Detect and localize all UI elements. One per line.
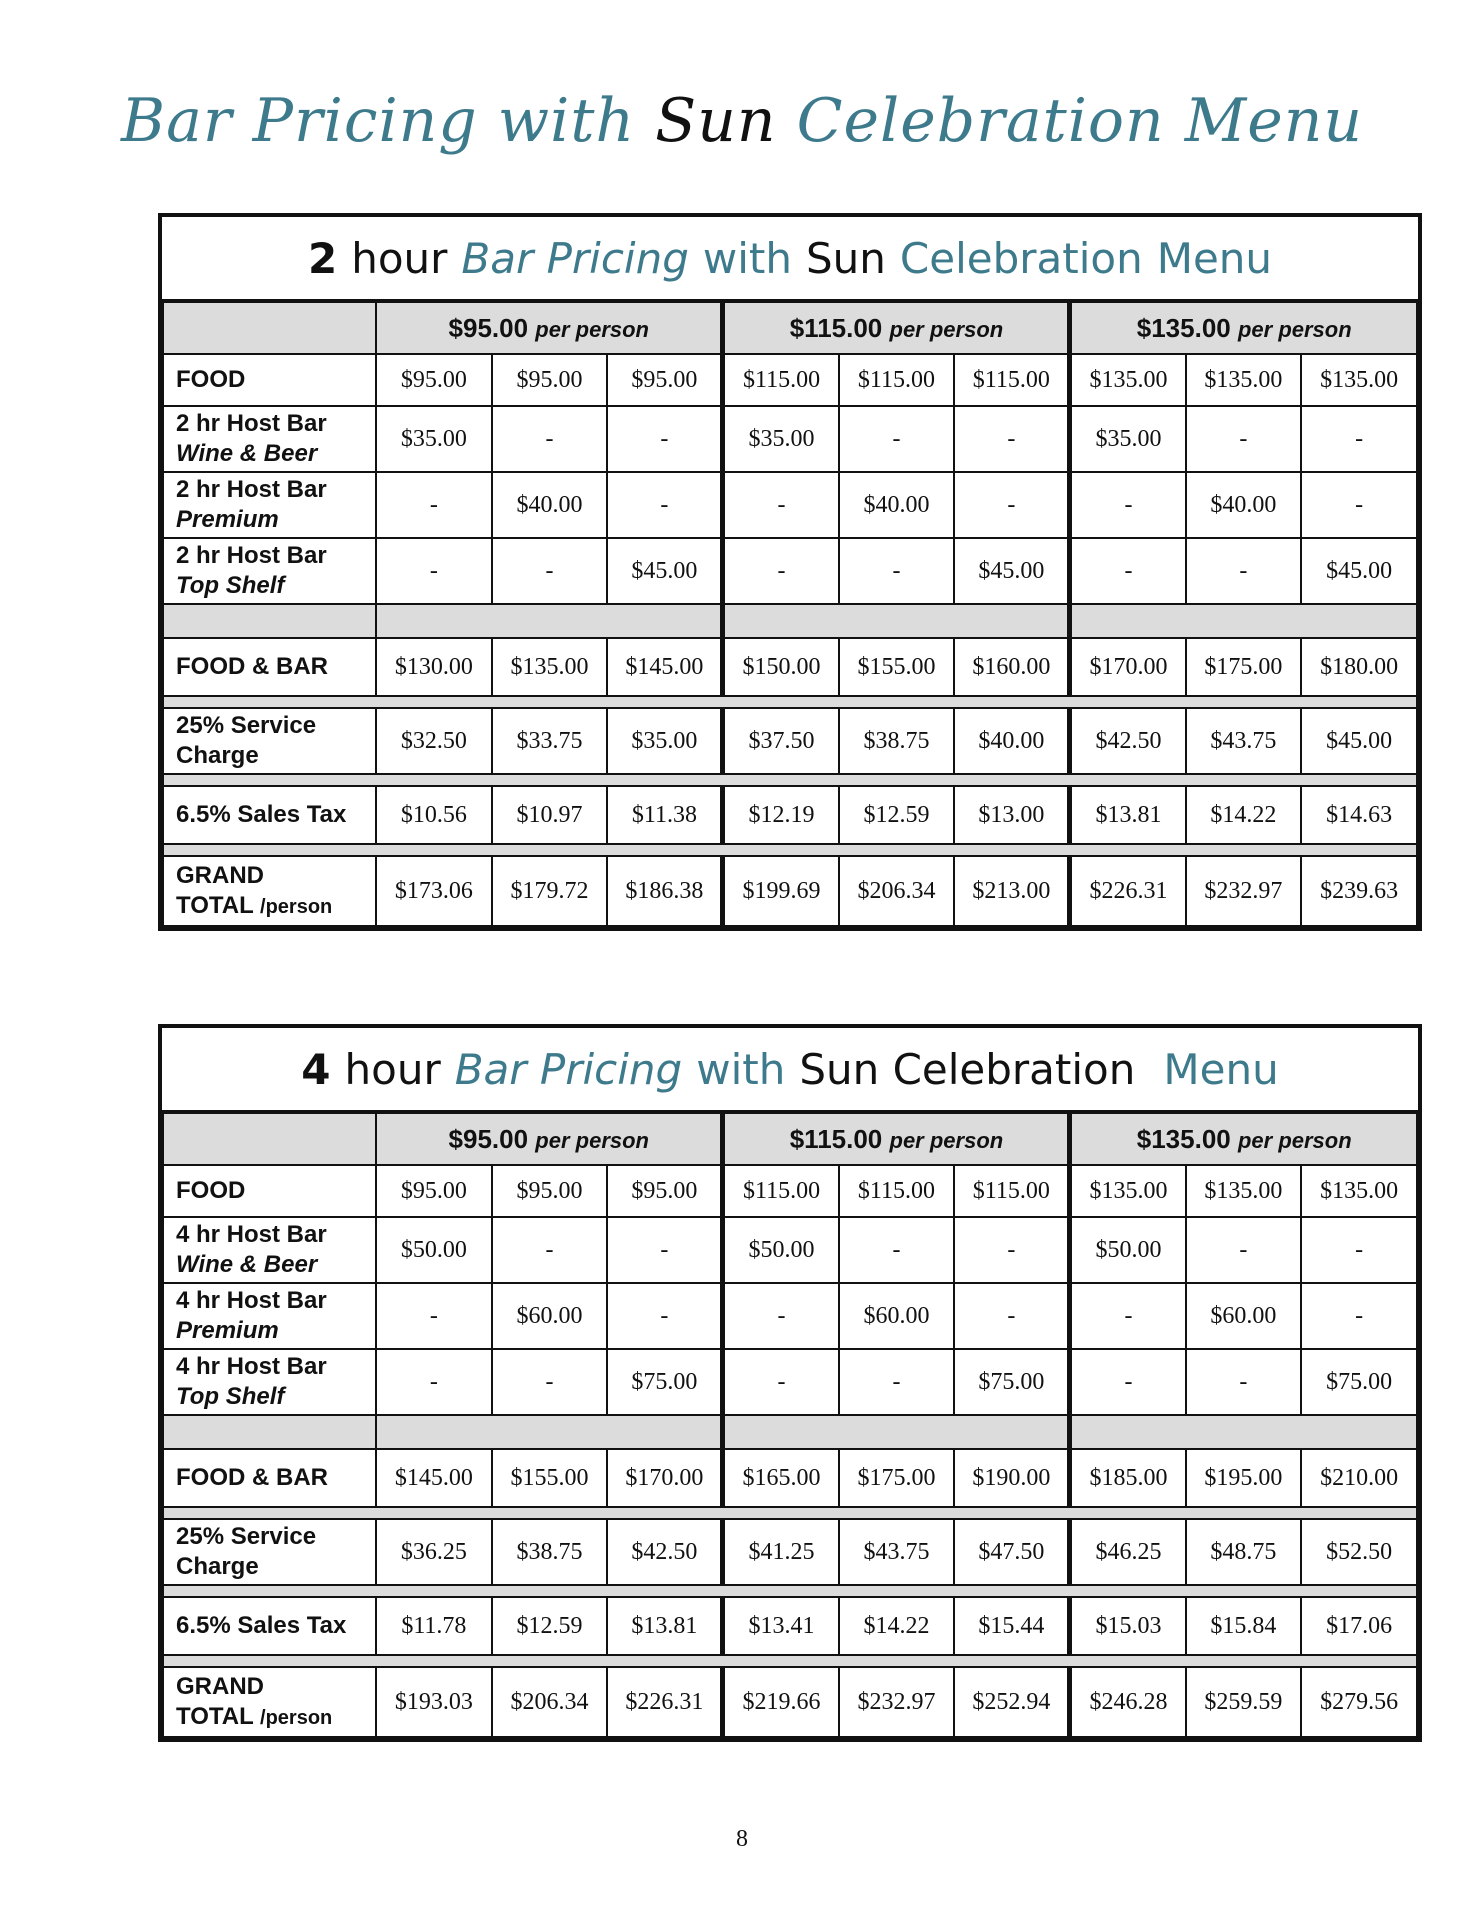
price-cell: $226.31: [1070, 856, 1186, 926]
row-label-main: FOOD & BAR: [176, 1464, 328, 1491]
price-cell: $36.25: [376, 1519, 492, 1585]
spacer-cell: [1070, 604, 1417, 638]
price-cell: $14.22: [839, 1597, 955, 1655]
summary-row-tax: [163, 1597, 1417, 1655]
row-label: [163, 786, 376, 844]
row-label-main: FOOD: [176, 366, 246, 393]
spacer-cell: [163, 1415, 376, 1449]
price-cell: -: [1301, 1217, 1417, 1283]
price-cell: $11.38: [607, 786, 723, 844]
price-cell: -: [1186, 406, 1302, 472]
price-cell: -: [492, 538, 608, 604]
price-cell: -: [607, 472, 723, 538]
price-cell: $199.69: [723, 856, 839, 926]
spacer-cell: [723, 1415, 1070, 1449]
price-cell: $60.00: [492, 1283, 608, 1349]
price-cell: $190.00: [954, 1449, 1070, 1507]
row-label-main: 2 hr Host Bar: [176, 410, 327, 437]
row-label: [163, 1349, 376, 1415]
row-label: [163, 1597, 376, 1655]
group-price: $135.00: [1136, 312, 1231, 343]
price-cell: $135.00: [1186, 354, 1302, 406]
price-cell: $40.00: [954, 708, 1070, 774]
group-header-0: [376, 302, 723, 354]
pricing-table-4hr: [158, 1024, 1422, 1742]
row-label-main: FOOD & BAR: [176, 653, 328, 680]
price-cell: $170.00: [1070, 638, 1186, 696]
price-cell: -: [723, 1349, 839, 1415]
price-cell: $14.63: [1301, 786, 1417, 844]
row-label-sub: Wine & Beer: [176, 440, 318, 467]
price-cell: $43.75: [1186, 708, 1302, 774]
price-cell: $252.94: [954, 1667, 1070, 1737]
group-header-1: [723, 302, 1070, 354]
row-label-main: 2 hr Host Bar: [176, 542, 327, 569]
price-cell: -: [1301, 1283, 1417, 1349]
price-cell: -: [1070, 472, 1186, 538]
group-header-2: [1070, 302, 1417, 354]
price-cell: -: [376, 1283, 492, 1349]
group-header-blank: [163, 1113, 376, 1165]
row-label: [163, 638, 376, 696]
price-cell: $40.00: [839, 472, 955, 538]
group-price: $95.00: [448, 312, 529, 343]
row-label: [163, 856, 376, 926]
price-cell: $145.00: [607, 638, 723, 696]
price-cell: $13.00: [954, 786, 1070, 844]
price-cell: $45.00: [1301, 538, 1417, 604]
spacer-cell: [376, 604, 723, 638]
price-cell: -: [492, 1217, 608, 1283]
price-cell: $50.00: [723, 1217, 839, 1283]
price-cell: -: [1070, 538, 1186, 604]
spacer-cell: [723, 604, 1070, 638]
heading-celebration: Celebration: [899, 233, 1143, 283]
price-cell: $60.00: [1186, 1283, 1302, 1349]
price-cell: $10.97: [492, 786, 608, 844]
row-label: [163, 538, 376, 604]
row-label: [163, 1283, 376, 1349]
price-cell: $186.38: [607, 856, 723, 926]
price-cell: $175.00: [1186, 638, 1302, 696]
row-label-main: 6.5% Sales Tax: [176, 801, 347, 828]
price-cell: $239.63: [1301, 856, 1417, 926]
price-cell: $45.00: [607, 538, 723, 604]
heading-with: with: [696, 1044, 786, 1094]
row-label-per: /person: [260, 1706, 333, 1729]
price-cell: $35.00: [607, 708, 723, 774]
page-title: [0, 86, 1484, 156]
price-cell: $179.72: [492, 856, 608, 926]
row-label-sub: Top Shelf: [176, 1383, 285, 1410]
price-cell: $38.75: [839, 708, 955, 774]
summary-row-service: [163, 708, 1417, 774]
price-cell: $42.50: [1070, 708, 1186, 774]
price-cell: $13.81: [1070, 786, 1186, 844]
price-cell: $38.75: [492, 1519, 608, 1585]
group-per-person: per person: [1237, 316, 1352, 342]
price-cell: -: [839, 538, 955, 604]
price-cell: $115.00: [954, 1165, 1070, 1217]
price-cell: $95.00: [492, 354, 608, 406]
group-per-person: per person: [1237, 1127, 1352, 1153]
price-cell: $115.00: [954, 354, 1070, 406]
price-cell: $47.50: [954, 1519, 1070, 1585]
price-cell: $95.00: [492, 1165, 608, 1217]
row-label-main: 2 hr Host Bar: [176, 476, 327, 503]
price-cell: $232.97: [1186, 856, 1302, 926]
row-label-main: 25% Service: [176, 1523, 317, 1550]
heading-menu: Menu: [1156, 233, 1273, 283]
price-cell: -: [376, 472, 492, 538]
price-cell: -: [1186, 1217, 1302, 1283]
table-row: [163, 1217, 1417, 1283]
price-cell: $50.00: [376, 1217, 492, 1283]
price-cell: $15.44: [954, 1597, 1070, 1655]
row-label-second: TOTAL: [176, 1702, 254, 1730]
price-cell: -: [1301, 406, 1417, 472]
group-price: $115.00: [789, 312, 883, 343]
price-cell: $75.00: [1301, 1349, 1417, 1415]
price-cell: $226.31: [607, 1667, 723, 1737]
price-cell: $14.22: [1186, 786, 1302, 844]
price-cell: -: [1186, 1349, 1302, 1415]
price-cell: $135.00: [1070, 354, 1186, 406]
heading-hour-word: hour: [351, 233, 448, 283]
group-header-0: [376, 1113, 723, 1165]
price-cell: $115.00: [723, 354, 839, 406]
price-cell: $170.00: [607, 1449, 723, 1507]
price-cell: $150.00: [723, 638, 839, 696]
summary-row-food_bar: [163, 1449, 1417, 1507]
table-row: [163, 472, 1417, 538]
price-cell: $115.00: [839, 1165, 955, 1217]
row-label-sub: Premium: [176, 506, 279, 533]
price-cell: -: [723, 538, 839, 604]
row-label-sub: Premium: [176, 1317, 279, 1344]
price-cell: $37.50: [723, 708, 839, 774]
row-label-sub: Wine & Beer: [176, 1251, 318, 1278]
row-label: [163, 1519, 376, 1585]
price-cell: $206.34: [492, 1667, 608, 1737]
price-cell: $145.00: [376, 1449, 492, 1507]
price-cell: $13.41: [723, 1597, 839, 1655]
pricing-grid: [162, 1112, 1418, 1738]
price-cell: -: [839, 1217, 955, 1283]
price-cell: -: [607, 406, 723, 472]
row-label: [163, 1217, 376, 1283]
price-cell: $15.03: [1070, 1597, 1186, 1655]
heading-hours: 4: [301, 1044, 331, 1094]
price-cell: -: [376, 1349, 492, 1415]
divider-cell: [163, 1585, 1417, 1597]
price-cell: $35.00: [723, 406, 839, 472]
price-cell: -: [1186, 538, 1302, 604]
row-label-second: Charge: [176, 1553, 259, 1580]
group-per-person: per person: [535, 316, 649, 342]
price-cell: -: [1301, 472, 1417, 538]
price-cell: $15.84: [1186, 1597, 1302, 1655]
price-cell: $185.00: [1070, 1449, 1186, 1507]
price-cell: $43.75: [839, 1519, 955, 1585]
price-cell: $45.00: [954, 538, 1070, 604]
spacer-cell: [1070, 1415, 1417, 1449]
heading-sun: Sun: [806, 233, 886, 283]
price-cell: $173.06: [376, 856, 492, 926]
price-cell: -: [954, 1283, 1070, 1349]
price-cell: $42.50: [607, 1519, 723, 1585]
group-per-person: per person: [535, 1127, 649, 1153]
divider-cell: [163, 844, 1417, 856]
price-cell: $45.00: [1301, 708, 1417, 774]
price-cell: $11.78: [376, 1597, 492, 1655]
price-cell: $219.66: [723, 1667, 839, 1737]
price-cell: $46.25: [1070, 1519, 1186, 1585]
row-label-main: 25% Service: [176, 712, 317, 739]
price-cell: -: [723, 1283, 839, 1349]
price-cell: -: [839, 1349, 955, 1415]
price-cell: $135.00: [492, 638, 608, 696]
price-cell: -: [492, 406, 608, 472]
heading-bar-pricing: Bar Pricing: [461, 233, 689, 283]
price-cell: -: [492, 1349, 608, 1415]
page-title-part1: Bar Pricing with: [121, 86, 636, 156]
pricing-table-2hr: [158, 213, 1422, 931]
price-cell: $35.00: [1070, 406, 1186, 472]
heading-sun: Sun Celebration: [799, 1044, 1136, 1094]
row-label: [163, 708, 376, 774]
price-cell: $130.00: [376, 638, 492, 696]
group-price: $115.00: [789, 1123, 883, 1154]
summary-row-grand: [163, 1667, 1417, 1737]
row-label-main: 4 hr Host Bar: [176, 1353, 327, 1380]
summary-row-grand: [163, 856, 1417, 926]
price-cell: $193.03: [376, 1667, 492, 1737]
divider-cell: [163, 696, 1417, 708]
price-cell: -: [1070, 1283, 1186, 1349]
price-cell: $206.34: [839, 856, 955, 926]
row-label: [163, 406, 376, 472]
price-cell: -: [954, 1217, 1070, 1283]
summary-row-food_bar: [163, 638, 1417, 696]
row-label-main: GRAND: [176, 861, 264, 889]
price-cell: $32.50: [376, 708, 492, 774]
table-row: [163, 406, 1417, 472]
table-heading: [162, 1028, 1418, 1112]
price-cell: $246.28: [1070, 1667, 1186, 1737]
divider-cell: [163, 774, 1417, 786]
price-cell: -: [607, 1217, 723, 1283]
price-cell: $232.97: [839, 1667, 955, 1737]
table-row: [163, 1165, 1417, 1217]
group-per-person: per person: [889, 316, 1004, 342]
price-cell: $33.75: [492, 708, 608, 774]
price-cell: $95.00: [607, 354, 723, 406]
price-cell: $155.00: [839, 638, 955, 696]
price-cell: $12.59: [839, 786, 955, 844]
table-row: [163, 1283, 1417, 1349]
row-label-per: /person: [260, 895, 333, 918]
heading-hours: 2: [307, 233, 338, 283]
price-cell: -: [954, 472, 1070, 538]
row-label-sub: Top Shelf: [176, 572, 285, 599]
price-cell: $135.00: [1186, 1165, 1302, 1217]
table-row: [163, 538, 1417, 604]
page-title-part3: Celebration Menu: [796, 86, 1363, 156]
row-label-main: 6.5% Sales Tax: [176, 1612, 347, 1639]
table-heading: [162, 217, 1418, 301]
price-cell: $115.00: [723, 1165, 839, 1217]
row-label-second: Charge: [176, 742, 259, 769]
price-cell: -: [376, 538, 492, 604]
price-cell: $50.00: [1070, 1217, 1186, 1283]
heading-hour-word: hour: [344, 1044, 441, 1094]
price-cell: $175.00: [839, 1449, 955, 1507]
price-cell: $60.00: [839, 1283, 955, 1349]
price-cell: $35.00: [376, 406, 492, 472]
group-header-2: [1070, 1113, 1417, 1165]
price-cell: $17.06: [1301, 1597, 1417, 1655]
price-cell: $48.75: [1186, 1519, 1302, 1585]
page-title-part2: Sun: [655, 86, 777, 156]
divider-cell: [163, 1655, 1417, 1667]
price-cell: $213.00: [954, 856, 1070, 926]
price-cell: $12.59: [492, 1597, 608, 1655]
price-cell: $135.00: [1301, 1165, 1417, 1217]
summary-row-service: [163, 1519, 1417, 1585]
price-cell: $41.25: [723, 1519, 839, 1585]
price-cell: -: [1070, 1349, 1186, 1415]
row-label: [163, 1165, 376, 1217]
price-cell: $12.19: [723, 786, 839, 844]
heading-menu: Menu: [1163, 1044, 1279, 1094]
price-cell: $160.00: [954, 638, 1070, 696]
price-cell: $10.56: [376, 786, 492, 844]
price-cell: $135.00: [1070, 1165, 1186, 1217]
row-label: [163, 472, 376, 538]
spacer-cell: [376, 1415, 723, 1449]
price-cell: $95.00: [376, 354, 492, 406]
group-header-blank: [163, 302, 376, 354]
heading-with: with: [702, 233, 792, 283]
price-cell: $195.00: [1186, 1449, 1302, 1507]
group-per-person: per person: [889, 1127, 1004, 1153]
price-cell: -: [723, 472, 839, 538]
price-cell: $40.00: [492, 472, 608, 538]
row-label: [163, 354, 376, 406]
row-label: [163, 1449, 376, 1507]
group-header-1: [723, 1113, 1070, 1165]
price-cell: $180.00: [1301, 638, 1417, 696]
summary-row-tax: [163, 786, 1417, 844]
row-label-main: 4 hr Host Bar: [176, 1287, 327, 1314]
price-cell: $95.00: [607, 1165, 723, 1217]
pricing-grid: [162, 301, 1418, 927]
group-price: $135.00: [1136, 1123, 1231, 1154]
price-cell: -: [607, 1283, 723, 1349]
price-cell: $279.56: [1301, 1667, 1417, 1737]
row-label-main: FOOD: [176, 1177, 246, 1204]
row-label: [163, 1667, 376, 1737]
price-cell: $13.81: [607, 1597, 723, 1655]
group-price: $95.00: [448, 1123, 529, 1154]
price-cell: -: [954, 406, 1070, 472]
table-row: [163, 354, 1417, 406]
price-cell: $52.50: [1301, 1519, 1417, 1585]
price-cell: $75.00: [607, 1349, 723, 1415]
price-cell: $95.00: [376, 1165, 492, 1217]
row-label-main: GRAND: [176, 1672, 264, 1700]
price-cell: -: [839, 406, 955, 472]
price-cell: $75.00: [954, 1349, 1070, 1415]
price-cell: $115.00: [839, 354, 955, 406]
divider-cell: [163, 1507, 1417, 1519]
price-cell: $40.00: [1186, 472, 1302, 538]
price-cell: $155.00: [492, 1449, 608, 1507]
price-cell: $210.00: [1301, 1449, 1417, 1507]
price-cell: $165.00: [723, 1449, 839, 1507]
page-number: 8: [736, 1826, 748, 1852]
price-cell: $259.59: [1186, 1667, 1302, 1737]
heading-bar-pricing: Bar Pricing: [454, 1044, 683, 1094]
price-cell: $135.00: [1301, 354, 1417, 406]
row-label-main: 4 hr Host Bar: [176, 1221, 327, 1248]
row-label-second: TOTAL: [176, 891, 254, 919]
table-row: [163, 1349, 1417, 1415]
spacer-cell: [163, 604, 376, 638]
